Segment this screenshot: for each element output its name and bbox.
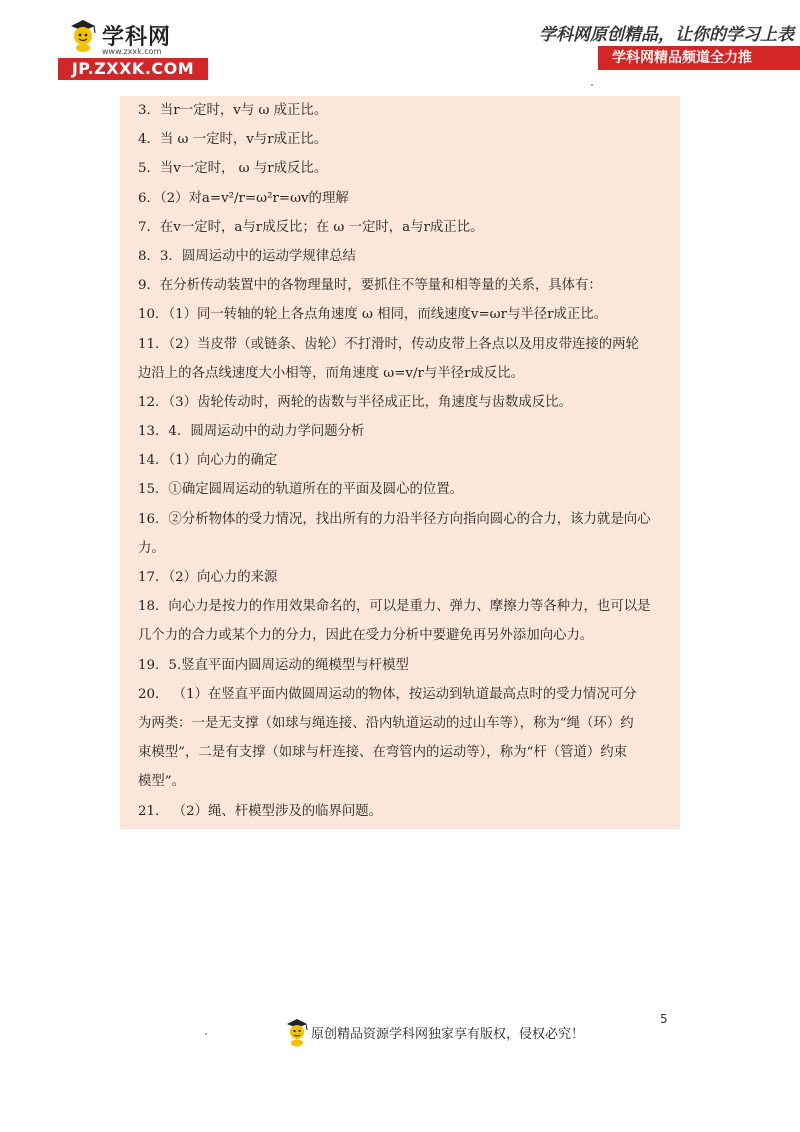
text-line: 18．向心力是按力的作用效果命名的，可以是重力、弹力、摩擦力等各种力，也可以是 [138, 599, 651, 615]
text-line: 几个力的合力或某个力的分力，因此在受力分析中要避免再另外添加向心力。 [138, 628, 594, 644]
logo [58, 14, 208, 76]
text-line: 10．（1）同一转轴的轮上各点角速度 ω 相同，而线速度v=ωr与半径r成正比。 [138, 307, 608, 323]
text-line: 束模型”，二是有支撑（如球与杆连接、在弯管内的运动等），称为“杆（管道）约束 [138, 745, 628, 761]
content-lines [138, 96, 678, 826]
slogan: 学科网原创精品，让你的学习上表 [539, 25, 794, 45]
text-line: 4．当 ω 一定时，v与r成正比。 [138, 132, 328, 148]
footer [285, 1016, 584, 1048]
text-line: 边沿上的各点线速度大小相等，而角速度 ω=v/r与半径r成反比。 [138, 365, 525, 381]
text-line: 11．（2）当皮带（或链条、齿轮）不打滑时，传动皮带上各点以及用皮带连接的两轮 [138, 336, 639, 352]
page-number: 5 [660, 1012, 668, 1026]
text-line: 9．在分析传动装置中的各物理量时，要抓住不等量和相等量的关系，具体有： [138, 278, 602, 294]
brand-name: 学科网 [102, 24, 172, 50]
decorative-dot [205, 1033, 207, 1035]
brand-url-small: www.zxxk.com [102, 47, 162, 56]
text-line: 13．4．圆周运动中的动力学问题分析 [138, 424, 365, 440]
copyright-notice: 原创精品资源学科网独家享有版权，侵权必究！ [311, 1026, 585, 1042]
text-line: 17．（2）向心力的来源 [138, 570, 278, 585]
mascot-icon [285, 1016, 309, 1048]
text-line: 12．（3）齿轮传动时，两轮的齿数与半径成正比，角速度与齿数成反比。 [138, 394, 572, 410]
brand-bar: JP.ZXXK.COM [58, 58, 208, 80]
text-line: 3．当r一定时，v与 ω 成正比。 [138, 103, 328, 118]
text-line: 19．5.竖直平面内圆周运动的绳模型与杆模型 [138, 657, 409, 673]
text-line: 6．（2）对a=v²/r=ω²r=ωv的理解 [138, 190, 349, 206]
decorative-dot [591, 84, 593, 86]
text-line: 8．3．圆周运动中的运动学规律总结 [138, 248, 356, 264]
text-line: 21． （2）绳、杆模型涉及的临界问题。 [138, 803, 383, 819]
tagline-banner: 学科网精品频道全力推 [598, 46, 800, 70]
text-line: 力。 [138, 540, 165, 556]
text-line: 16．②分析物体的受力情况，找出所有的力沿半径方向指向圆心的合力，该力就是向心 [138, 511, 651, 527]
text-line: 20． （1）在竖直平面内做圆周运动的物体，按运动到轨道最高点时的受力情况可分 [138, 686, 637, 702]
text-line: 15．①确定圆周运动的轨道所在的平面及圆心的位置。 [138, 482, 464, 498]
text-line: 模型”。 [138, 774, 186, 790]
text-line: 7．在v一定时，a与r成反比；在 ω 一定时，a与r成正比。 [138, 219, 484, 235]
text-line: 为两类：一是无支撑（如球与绳连接、沿内轨道运动的过山车等），称为“绳（环）约 [138, 715, 634, 731]
mascot-icon [68, 17, 98, 53]
text-line: 5．当v一定时， ω 与r成反比。 [138, 161, 328, 177]
text-line: 14．（1）向心力的确定 [138, 453, 278, 469]
